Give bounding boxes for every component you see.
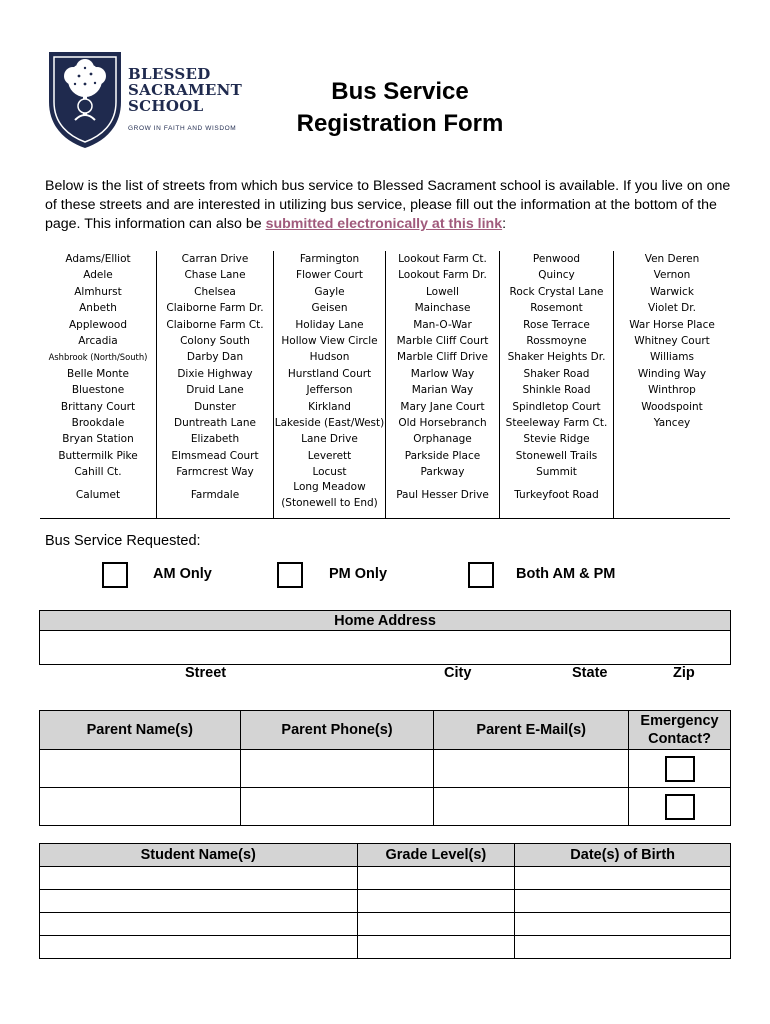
parent-name-header: Parent Name(s): [40, 711, 241, 750]
both-am-pm-checkbox[interactable]: [468, 562, 494, 588]
street-name: Brittany Court: [60, 400, 136, 413]
street-column: [500, 251, 614, 518]
home-address-table: [39, 610, 731, 665]
street-name: Dixie Highway: [177, 367, 253, 380]
parent-email-field[interactable]: [434, 788, 629, 826]
street-name: Gayle: [314, 285, 345, 298]
street-column: [157, 251, 274, 518]
parent-phone-field[interactable]: [240, 750, 434, 788]
street-name: Bryan Station: [62, 433, 134, 446]
street-name: Orphanage: [413, 433, 472, 446]
street-name: Paul Hesser Drive: [396, 489, 489, 501]
emergency-contact-cell: [629, 788, 731, 826]
pm-only-label: PM Only: [329, 566, 388, 582]
bus-service-label: Bus Service Requested:: [45, 533, 201, 549]
street-name: Yancey: [653, 416, 691, 429]
table-row: [40, 890, 731, 913]
zip-label: Zip: [673, 665, 695, 681]
street-name: Elizabeth: [190, 433, 240, 446]
street-name: Shinkle Road: [522, 384, 591, 397]
street-name: Chase Lane: [184, 269, 246, 282]
street-name: Penwood: [532, 253, 581, 265]
student-name-field[interactable]: [40, 936, 358, 959]
street-name: Farmdale: [190, 489, 240, 501]
student-name-field[interactable]: [40, 867, 358, 890]
school-name: BLESSED SACRAMENT SCHOOL: [128, 65, 243, 115]
street-name: Stonewell Trails: [515, 449, 598, 462]
street-name: Spindletop Court: [512, 400, 601, 413]
school-logo: [45, 46, 245, 150]
street-name: Parkway: [420, 466, 465, 479]
street-column: [40, 251, 157, 518]
parent-name-field[interactable]: [40, 788, 241, 826]
table-row: [40, 913, 731, 936]
page-title: Bus Service Registration Form: [296, 78, 504, 137]
street-name: Jefferson: [306, 384, 353, 397]
street-name: Hudson: [309, 351, 350, 364]
street-name: Shaker Road: [523, 367, 590, 380]
street-name: Whitney Court: [634, 334, 710, 347]
home-address-field[interactable]: [40, 631, 731, 665]
am-only-label: AM Only: [153, 566, 212, 582]
date-of-birth-header: Date(s) of Birth: [515, 844, 731, 867]
street-name: Calumet: [75, 489, 121, 501]
street-name: Lowell: [426, 285, 459, 298]
street-name: Adams/Elliot: [65, 253, 131, 265]
grade-level-header: Grade Level(s): [357, 844, 515, 867]
street-name: Lookout Farm Ct.: [398, 253, 487, 265]
street-name: Hollow View Circle: [281, 334, 378, 347]
am-only-checkbox[interactable]: [102, 562, 128, 588]
parent-email-header: Parent E-Mail(s): [434, 711, 629, 750]
student-name-field[interactable]: [40, 890, 358, 913]
electronic-submission-link[interactable]: submitted electronically at this link: [265, 216, 503, 232]
student-name-field[interactable]: [40, 913, 358, 936]
date-of-birth-field[interactable]: [515, 936, 731, 959]
grade-level-field[interactable]: [357, 913, 515, 936]
street-name: Duntreath Lane: [173, 416, 256, 429]
street-list: [40, 251, 730, 519]
street-label: Street: [185, 665, 227, 681]
street-name: Williams: [650, 351, 694, 364]
street-name: Man-O-War: [413, 318, 472, 331]
street-name: Lookout Farm Dr.: [398, 269, 487, 282]
street-name: Colony South: [180, 334, 250, 347]
student-name-header: Student Name(s): [40, 844, 358, 867]
street-name: Mary Jane Court: [400, 400, 485, 413]
street-name: Marble Cliff Court: [396, 334, 489, 347]
street-name: Geisen: [311, 302, 348, 315]
street-name: Rossmoyne: [526, 334, 587, 347]
street-name: Rosemont: [530, 302, 583, 315]
street-name: Mainchase: [414, 302, 471, 315]
street-name: Lakeside (East/West): [274, 416, 385, 429]
school-tagline: GROW IN FAITH AND WISDOM: [128, 125, 237, 132]
grade-level-field[interactable]: [357, 867, 515, 890]
street-name: Rock Crystal Lane: [509, 285, 604, 298]
emergency-contact-checkbox[interactable]: [665, 756, 695, 782]
street-name: Buttermilk Pike: [58, 449, 138, 462]
street-name: Violet Dr.: [648, 302, 696, 315]
intro-paragraph: Below is the list of streets from which bus service to Blessed Sacrament school is available. If you live on one of these streets and are interested in utilizing bus service, please fill out the information at the bottom of the page. This information can also be submitted electronically at this link:: [45, 178, 731, 232]
parent-phone-field[interactable]: [240, 788, 434, 826]
street-column: [386, 251, 500, 518]
street-name: Kirkland: [308, 400, 351, 413]
street-column: [614, 251, 730, 518]
street-name: Adele: [83, 269, 113, 282]
state-label: State: [572, 665, 608, 681]
street-name: Flower Court: [296, 269, 363, 282]
city-label: City: [444, 665, 472, 681]
street-column: [274, 251, 386, 518]
street-name: Winthrop: [648, 384, 696, 397]
street-name: Bluestone: [71, 384, 125, 397]
street-name: Turkeyfoot Road: [514, 489, 599, 501]
date-of-birth-field[interactable]: [515, 913, 731, 936]
street-name: Druid Lane: [186, 384, 244, 397]
street-name: Holiday Lane: [295, 318, 364, 331]
street-name: Locust: [312, 466, 347, 479]
pm-only-checkbox[interactable]: [277, 562, 303, 588]
both-am-pm-label: Both AM & PM: [516, 566, 616, 582]
street-name: Hurstland Court: [287, 367, 372, 380]
street-name: Claiborne Farm Ct.: [166, 318, 264, 331]
street-name: Chelsea: [194, 285, 236, 298]
street-name: Ven Deren: [644, 253, 700, 265]
parent-phone-header: Parent Phone(s): [240, 711, 434, 750]
street-name: Quincy: [538, 269, 575, 282]
table-row: [40, 750, 731, 788]
street-name: Almhurst: [74, 285, 122, 298]
emergency-contact-checkbox[interactable]: [665, 794, 695, 820]
table-row: [40, 867, 731, 890]
street-name: Elmsmead Court: [171, 449, 259, 462]
street-name: Marble Cliff Drive: [397, 351, 488, 364]
emergency-contact-cell: [629, 750, 731, 788]
parent-name-field[interactable]: [40, 750, 241, 788]
street-name: Lane Drive: [301, 433, 358, 446]
parent-info-table: [39, 710, 731, 826]
emergency-contact-header: Emergency Contact?: [629, 711, 731, 750]
street-name: Summit: [536, 466, 577, 479]
grade-level-field[interactable]: [357, 936, 515, 959]
street-name: Warwick: [650, 285, 694, 298]
street-name: War Horse Place: [629, 318, 715, 331]
street-name: Darby Dan: [186, 351, 244, 364]
street-name: Claiborne Farm Dr.: [166, 302, 264, 315]
street-name: Marlow Way: [410, 367, 475, 380]
student-info-table: [39, 843, 731, 959]
street-name: Applewood: [69, 318, 127, 331]
street-name: Winding Way: [637, 367, 707, 380]
street-name: Dunster: [194, 400, 236, 413]
street-name: Woodspoint: [641, 400, 703, 413]
shield-tree-icon: [45, 46, 125, 150]
grade-level-field[interactable]: [357, 890, 515, 913]
street-name: Carran Drive: [181, 253, 249, 265]
table-row: [40, 788, 731, 826]
street-name: Farmington: [299, 253, 360, 265]
street-name: Farmcrest Way: [176, 466, 254, 479]
street-name: Steeleway Farm Ct.: [505, 416, 608, 429]
street-name: Ashbrook (North/South): [48, 352, 148, 363]
table-row: [40, 936, 731, 959]
home-address-header: Home Address: [40, 611, 731, 631]
street-name: Vernon: [653, 269, 691, 282]
street-name: Cahill Ct.: [74, 466, 122, 479]
street-name: Marian Way: [411, 384, 474, 397]
street-name: Leverett: [307, 449, 352, 462]
date-of-birth-field[interactable]: [515, 890, 731, 913]
street-name: Anbeth: [79, 302, 117, 315]
parent-email-field[interactable]: [434, 750, 629, 788]
street-name: Long Meadow (Stonewell to End): [281, 481, 378, 510]
street-name: Arcadia: [78, 334, 118, 347]
street-name: Parkside Place: [404, 449, 481, 462]
street-name: Brookdale: [71, 416, 125, 429]
street-name: Shaker Heights Dr.: [507, 351, 606, 364]
date-of-birth-field[interactable]: [515, 867, 731, 890]
street-name: Old Horsebranch: [398, 416, 487, 429]
street-name: Stevie Ridge: [523, 433, 590, 446]
street-name: Belle Monte: [66, 367, 129, 380]
street-name: Rose Terrace: [523, 318, 590, 331]
